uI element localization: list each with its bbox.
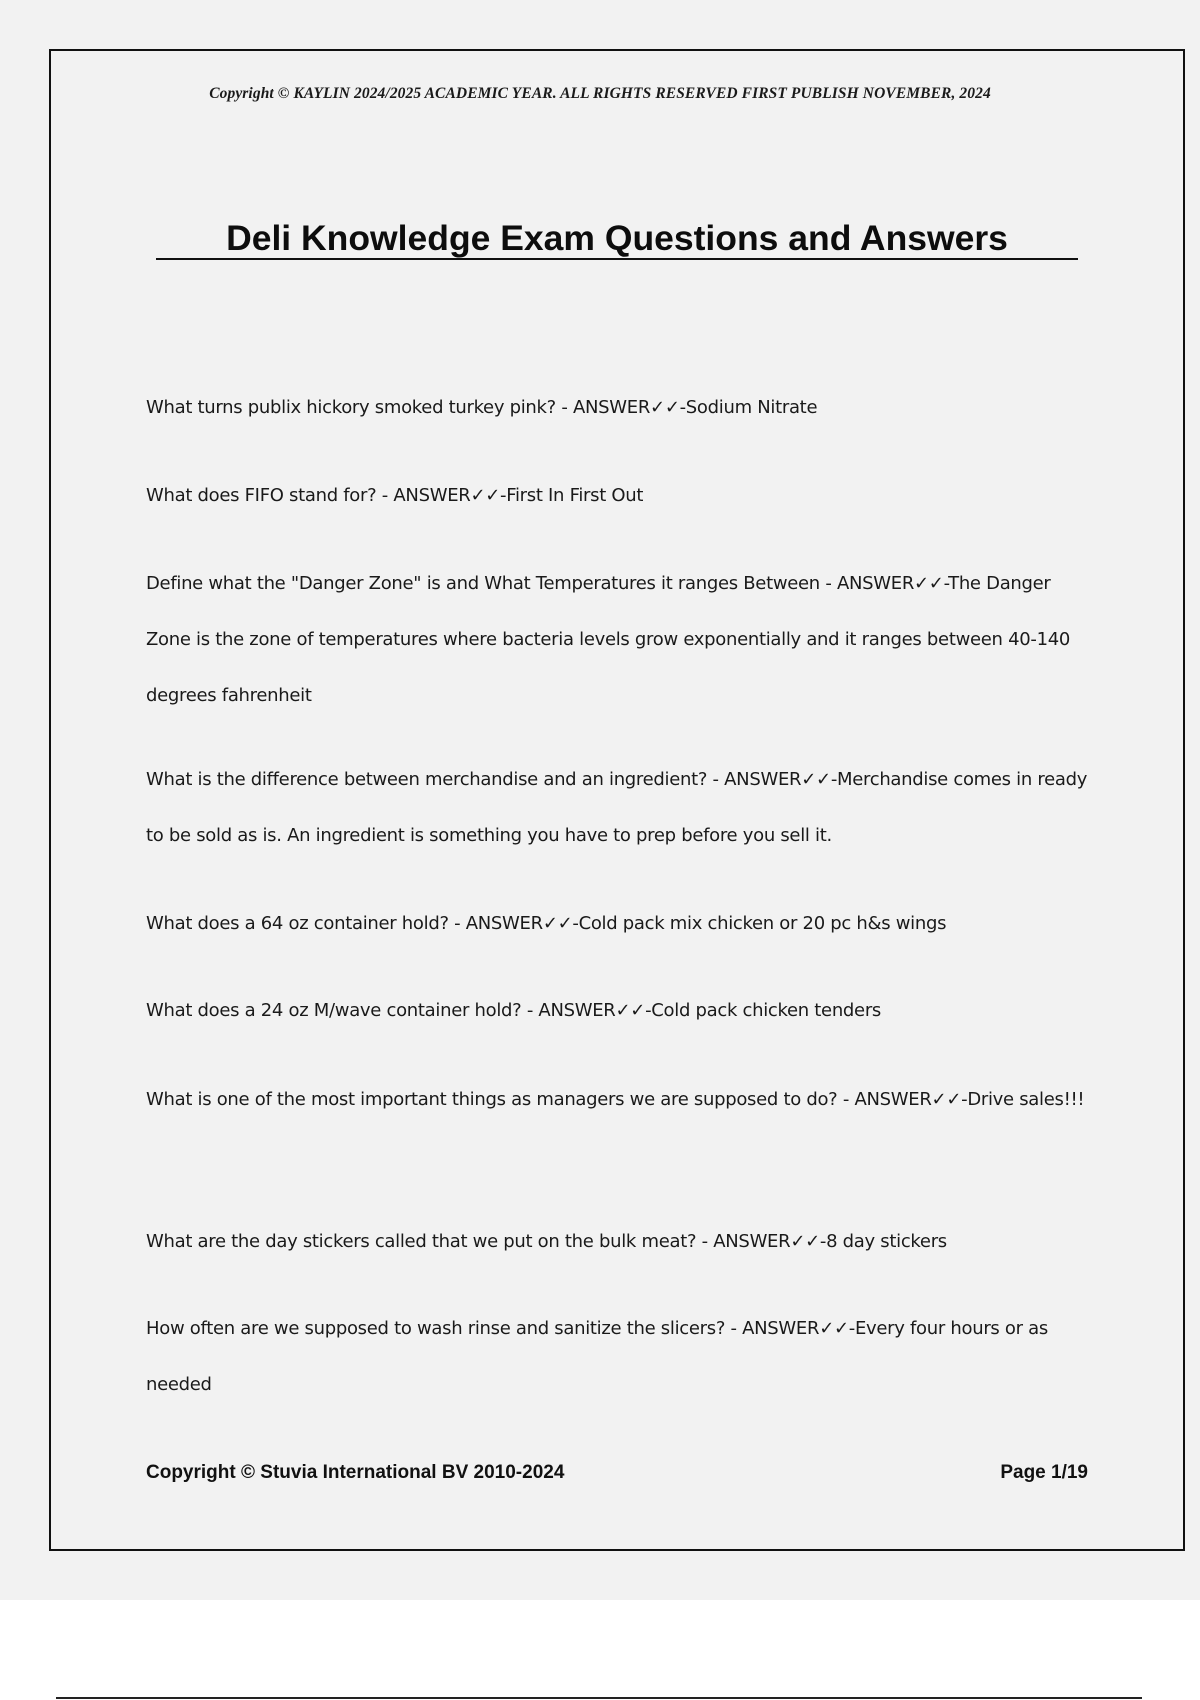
page-number: Page 1/19	[1000, 1462, 1088, 1483]
title-underline	[156, 258, 1078, 260]
document-title: Deli Knowledge Exam Questions and Answers	[226, 218, 1008, 258]
qa-item-8: What are the day stickers called that we put on the bulk meat? - ANSWER✓✓-8 day stickers	[146, 1231, 947, 1252]
footer-copyright: Copyright © Stuvia International BV 2010-2024	[146, 1462, 565, 1483]
qa-item-6: What does a 24 oz M/wave container hold? - ANSWER✓✓-Cold pack chicken tenders	[146, 1000, 882, 1021]
qa-item-7: What is one of the most important things as managers we are supposed to do? - ANSWER✓✓-Drive sales!!!	[146, 1089, 1085, 1110]
next-page-rule	[56, 1697, 1142, 1699]
header-copyright: Copyright © KAYLIN 2024/2025 ACADEMIC YEAR. ALL RIGHTS RESERVED FIRST PUBLISH NOVEMBER, 2024	[209, 85, 991, 102]
qa-item-2: What does FIFO stand for? - ANSWER✓✓-First In First Out	[146, 485, 644, 506]
qa-item-1: What turns publix hickory smoked turkey pink? - ANSWER✓✓-Sodium Nitrate	[146, 397, 818, 418]
qa-item-3: Define what the "Danger Zone" is and What Temperatures it ranges Between - ANSWER✓✓-The Danger Zone is the zone of temperatures where bacteria levels grow exponentially and it ranges between 40-140 degrees fahrenheit	[146, 573, 1071, 706]
qa-item-5: What does a 64 oz container hold? - ANSWER✓✓-Cold pack mix chicken or 20 pc h&s wings	[146, 913, 947, 934]
qa-item-4: What is the difference between merchandise and an ingredient? - ANSWER✓✓-Merchandise comes in ready to be sold as is. An ingredient is something you have to prep before you sell it.	[146, 769, 1088, 846]
qa-item-9: How often are we supposed to wash rinse and sanitize the slicers? - ANSWER✓✓-Every four hours or as needed	[146, 1318, 1048, 1395]
